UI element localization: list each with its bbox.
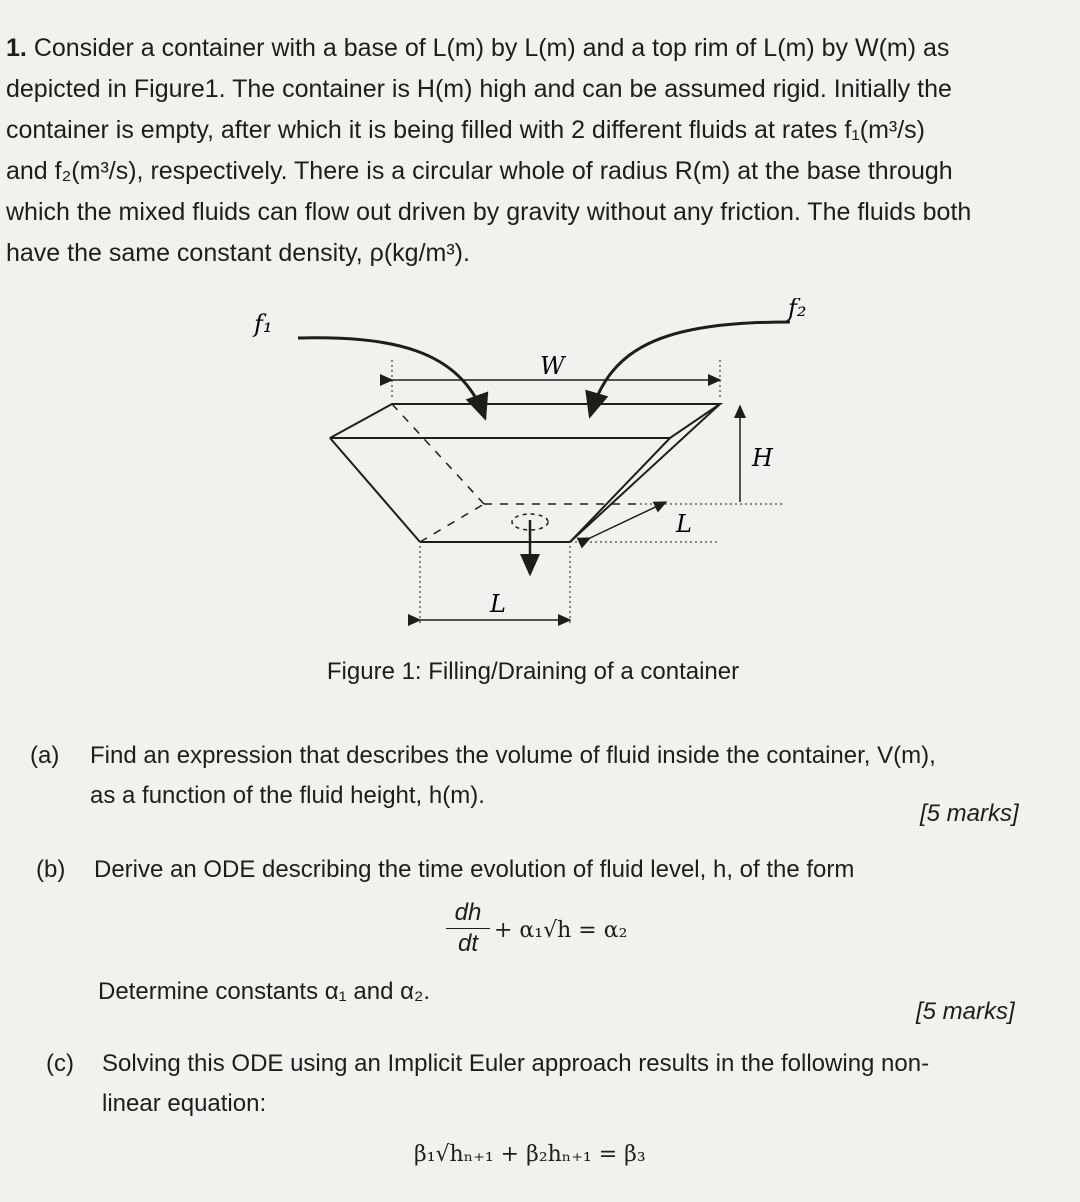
intro-line-2: depicted in Figure1. The container is H(m) high and can be assumed rigid. Initially the [6,75,952,103]
part-b-label: (b) [36,856,66,883]
ode-numerator: dh [454,899,482,926]
l-depth-dimension [590,502,666,538]
container-figure [240,298,840,638]
label-h: H [752,444,773,472]
inflow-f2-arrow [590,322,790,416]
label-l-base: L [490,590,506,618]
label-f2: f₂ [788,298,807,322]
figure-caption: Figure 1: Filling/Draining of a container [326,658,740,685]
label-f1: f₁ [254,310,273,338]
part-a-marks: [5 marks] [920,800,1019,827]
question-intro [6,28,1062,274]
intro-line-3: container is empty, after which it is being filled with 2 different fluids at rates f₁(m³/s) [6,116,925,144]
intro-line-4: and f₂(m³/s), respectively. There is a circular whole of radius R(m) at the base through [6,157,953,185]
ode-equation: + α₁√h = α₂ [494,918,628,943]
inflow-f1-arrow [298,338,485,418]
part-b-marks: [5 marks] [916,998,1015,1025]
question-number: 1. [6,34,27,62]
part-a-label: (a) [30,742,60,769]
part-b-follow: Determine constants α₁ and α₂. [98,978,430,1005]
intro-line-1: 1. Consider a container with a base of L(m) by L(m) and a top rim of L(m) by W(m) as [6,34,950,62]
top-rim [330,404,720,438]
label-l-side: L [676,510,692,538]
intro-line-6: have the same constant density, ρ(kg/m³). [6,239,470,267]
label-w: W [540,352,565,380]
implicit-euler-equation: β₁√hₙ₊₁ + β₂hₙ₊₁ = β₃ [414,1142,646,1167]
part-c-text: Solving this ODE using an Implicit Euler approach results in the following non- linear equation: [102,1050,930,1117]
ode-fraction [446,900,490,957]
part-a-text: Find an expression that describes the volume of fluid inside the container, V(m), as a function of the fluid height, h(m). [90,742,936,809]
intro-line-5: which the mixed fluids can flow out driven by gravity without any friction. The fluids both [6,198,972,226]
part-c-label: (c) [46,1050,74,1077]
part-b-text: Derive an ODE describing the time evolution of fluid level, h, of the form [94,856,855,883]
ode-denominator: dt [457,930,478,957]
